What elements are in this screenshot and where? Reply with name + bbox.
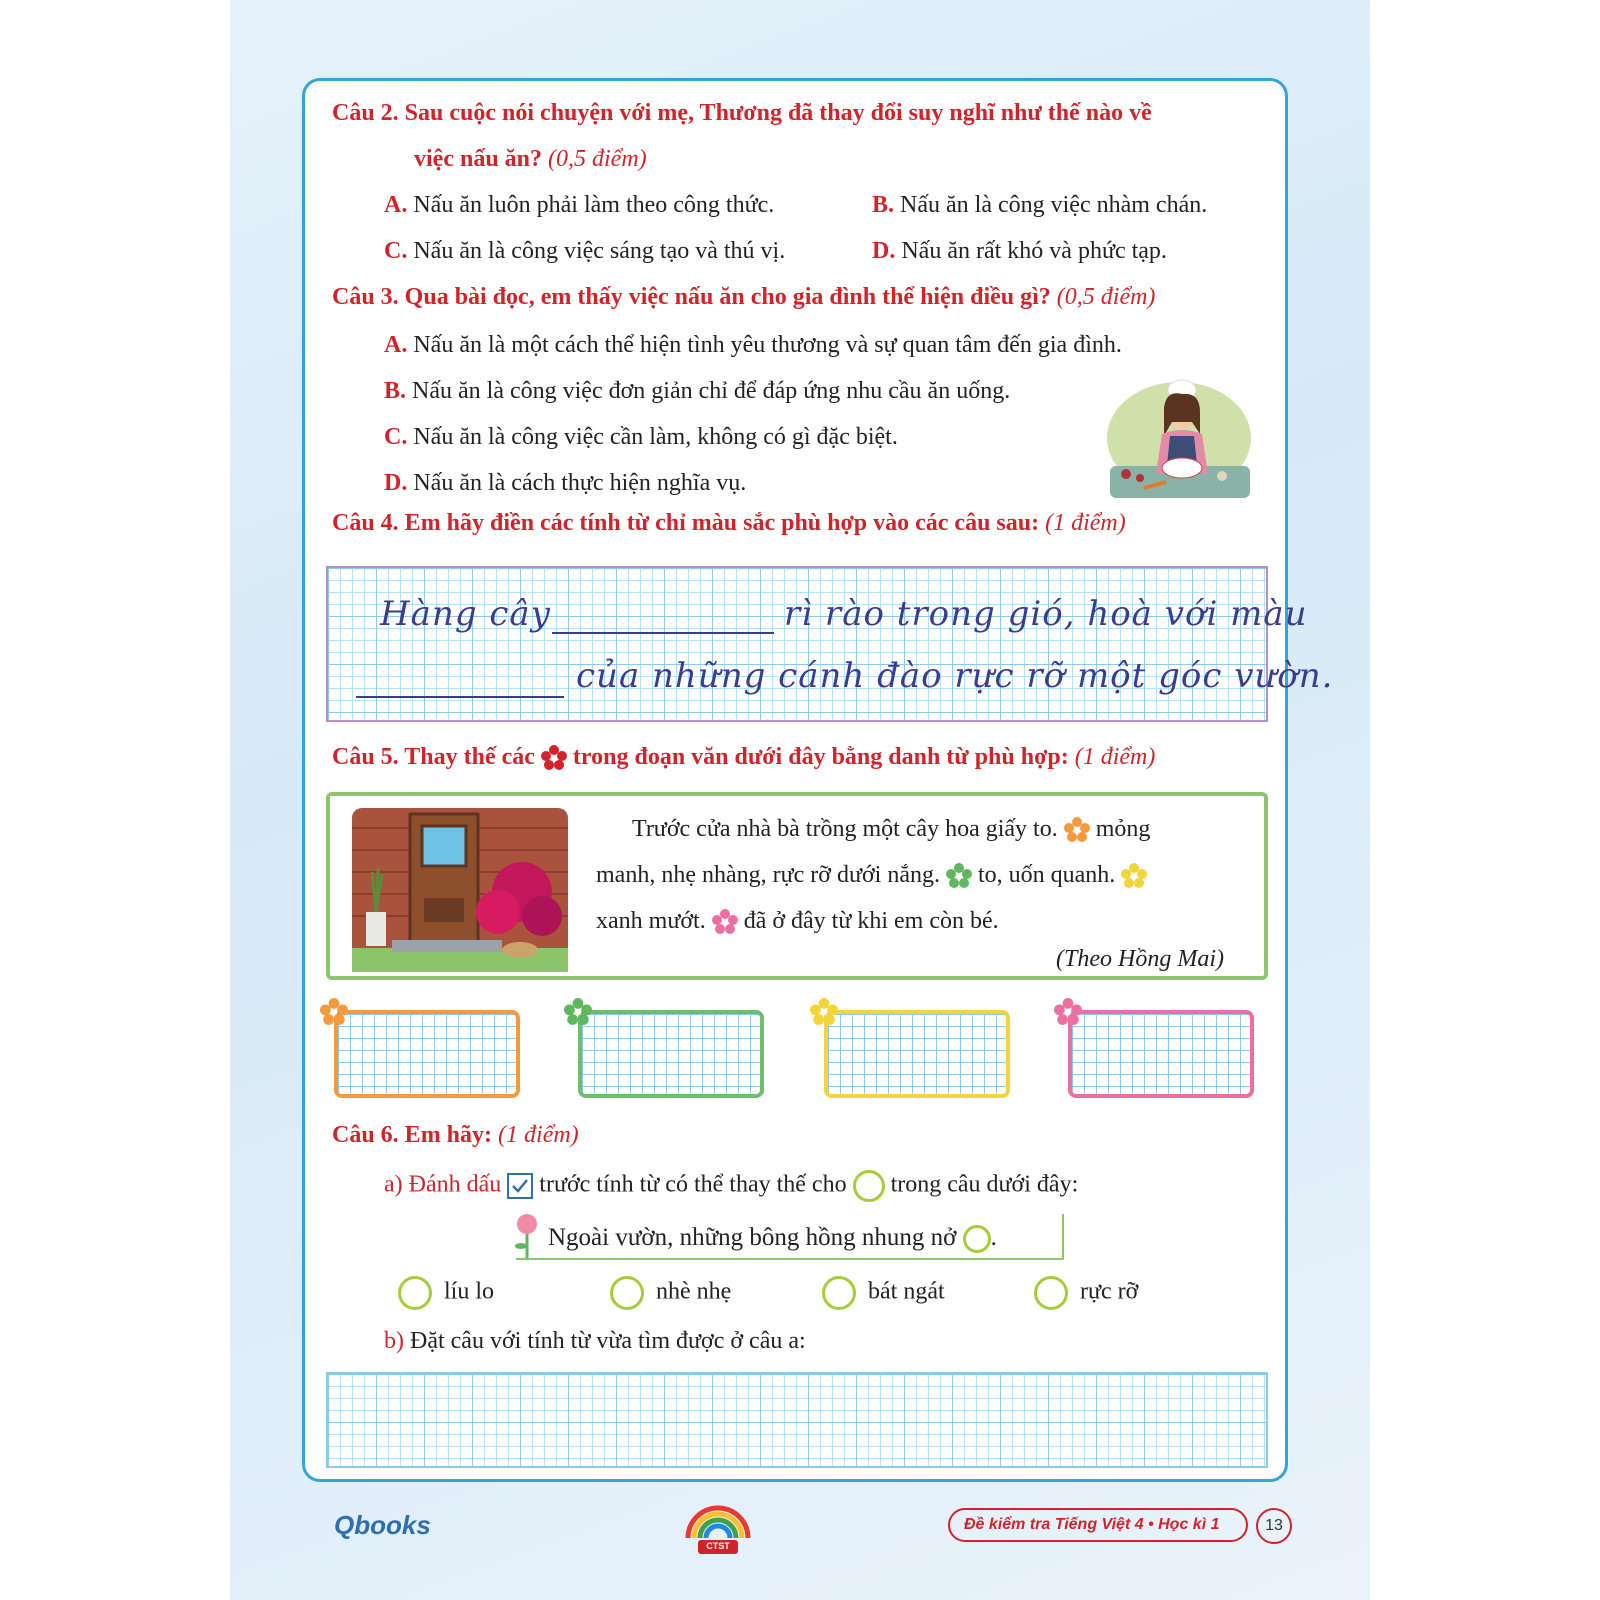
green-flower-icon [564,998,592,1026]
q6-choice-4[interactable]: rực rỡ [1034,1276,1138,1310]
q2-title-cont: việc nấu ăn? (0,5 điểm) [414,146,647,172]
q6-writing-grid[interactable] [326,1372,1268,1468]
q4-title: Câu 4. Em hãy điền các tính từ chỉ màu sắc phù hợp vào các câu sau: (1 điểm) [332,510,1126,536]
ctst-badge: CTST [706,1541,730,1551]
rose-icon [512,1212,542,1260]
q2-title: Câu 2. Sau cuộc nói chuyện với mẹ, Thương đã thay đổi suy nghĩ như thế nào về [332,100,1152,126]
q6-title: Câu 6. Em hãy: (1 điểm) [332,1122,579,1148]
q6-b-text: Đặt câu với tính từ vừa tìm được ở câu a: [410,1328,806,1354]
choice-circle-icon[interactable] [398,1276,432,1310]
q4-blank-1[interactable] [552,632,774,634]
yellow-flower-icon [1121,863,1147,889]
house-door-illustration [352,808,568,972]
q5-line2: manh, nhẹ nhàng, rực rỡ dưới nắng. to, uốn quanh. [596,862,1147,889]
q3-option-d[interactable]: D. Nấu ăn là cách thực hiện nghĩa vụ. [384,470,747,496]
q3-title: Câu 3. Qua bài đọc, em thấy việc nấu ăn cho gia đình thể hiện điều gì? (0,5 điểm) [332,284,1156,310]
yellow-flower-icon [810,998,838,1026]
q2-option-c[interactable]: C. Nấu ăn là công việc sáng tạo và thú vị. [384,238,786,264]
chef-illustration [1104,378,1254,502]
q4-line1-end: rì rào trong gió, hoà với màu [784,594,1308,634]
blank-circle-icon [963,1225,991,1253]
answer-box-yellow[interactable] [824,1010,1010,1098]
pink-flower-icon [712,909,738,935]
choice-circle-icon[interactable] [1034,1276,1068,1310]
orange-flower-icon [1064,817,1090,843]
page-number: 13 [1256,1508,1292,1544]
q6-choice-3[interactable]: bát ngát [822,1276,945,1310]
q2-option-a[interactable]: A. Nấu ăn luôn phải làm theo công thức. [384,192,775,218]
q2-option-d[interactable]: D. Nấu ăn rất khó và phức tạp. [872,238,1167,264]
q5-title: Câu 5. Thay thế các trong đoạn văn dưới đây bằng danh từ phù hợp: (1 điểm) [332,744,1156,770]
pink-flower-icon [1054,998,1082,1026]
q3-option-a[interactable]: A. Nấu ăn là một cách thể hiện tình yêu thương và sự quan tâm đến gia đình. [384,332,1122,358]
blank-circle-icon [853,1170,885,1202]
q6-choice-2[interactable]: nhè nhẹ [610,1276,731,1310]
checkbox-icon [507,1173,533,1199]
choice-circle-icon[interactable] [610,1276,644,1310]
q6-sentence: Ngoài vườn, những bông hồng nhung nở . [548,1224,997,1253]
q5-line3: xanh mướt. đã ở đây từ khi em còn bé. [596,908,999,934]
red-flower-icon [541,745,567,771]
q6-choice-1[interactable]: líu lo [398,1276,494,1310]
footer-title: Đề kiểm tra Tiếng Việt 4 • Học kì 1 [948,1508,1248,1542]
q5-line1: Trước cửa nhà bà trồng một cây hoa giấy to. mỏng [632,816,1151,842]
qbooks-logo: Qbooks [334,1510,431,1540]
orange-flower-icon [320,998,348,1026]
answer-box-green[interactable] [578,1010,764,1098]
answer-box-pink[interactable] [1068,1010,1254,1098]
answer-box-orange[interactable] [334,1010,520,1098]
choice-circle-icon[interactable] [822,1276,856,1310]
q2-option-b[interactable]: B. Nấu ăn là công việc nhàm chán. [872,192,1208,218]
q4-line1-start: Hàng cây [380,594,551,634]
q6-b-instruction: b) Đặt câu với tính từ vừa tìm được ở câu a: [384,1328,806,1354]
q4-writing-grid[interactable] [326,566,1268,722]
q3-option-c[interactable]: C. Nấu ăn là công việc cần làm, không có gì đặc biệt. [384,424,898,450]
q5-source: (Theo Hồng Mai) [1056,946,1224,972]
q4-line2: của những cánh đào rực rỡ một góc vườn. [576,656,1334,696]
q6-a-instruction: a) Đánh dấu trước tính từ có thể thay thế cho trong câu dưới đây: [384,1170,1078,1202]
q3-option-b[interactable]: B. Nấu ăn là công việc đơn giản chỉ để đáp ứng nhu cầu ăn uống. [384,378,1011,404]
q4-blank-2[interactable] [356,696,564,698]
green-flower-icon [946,863,972,889]
